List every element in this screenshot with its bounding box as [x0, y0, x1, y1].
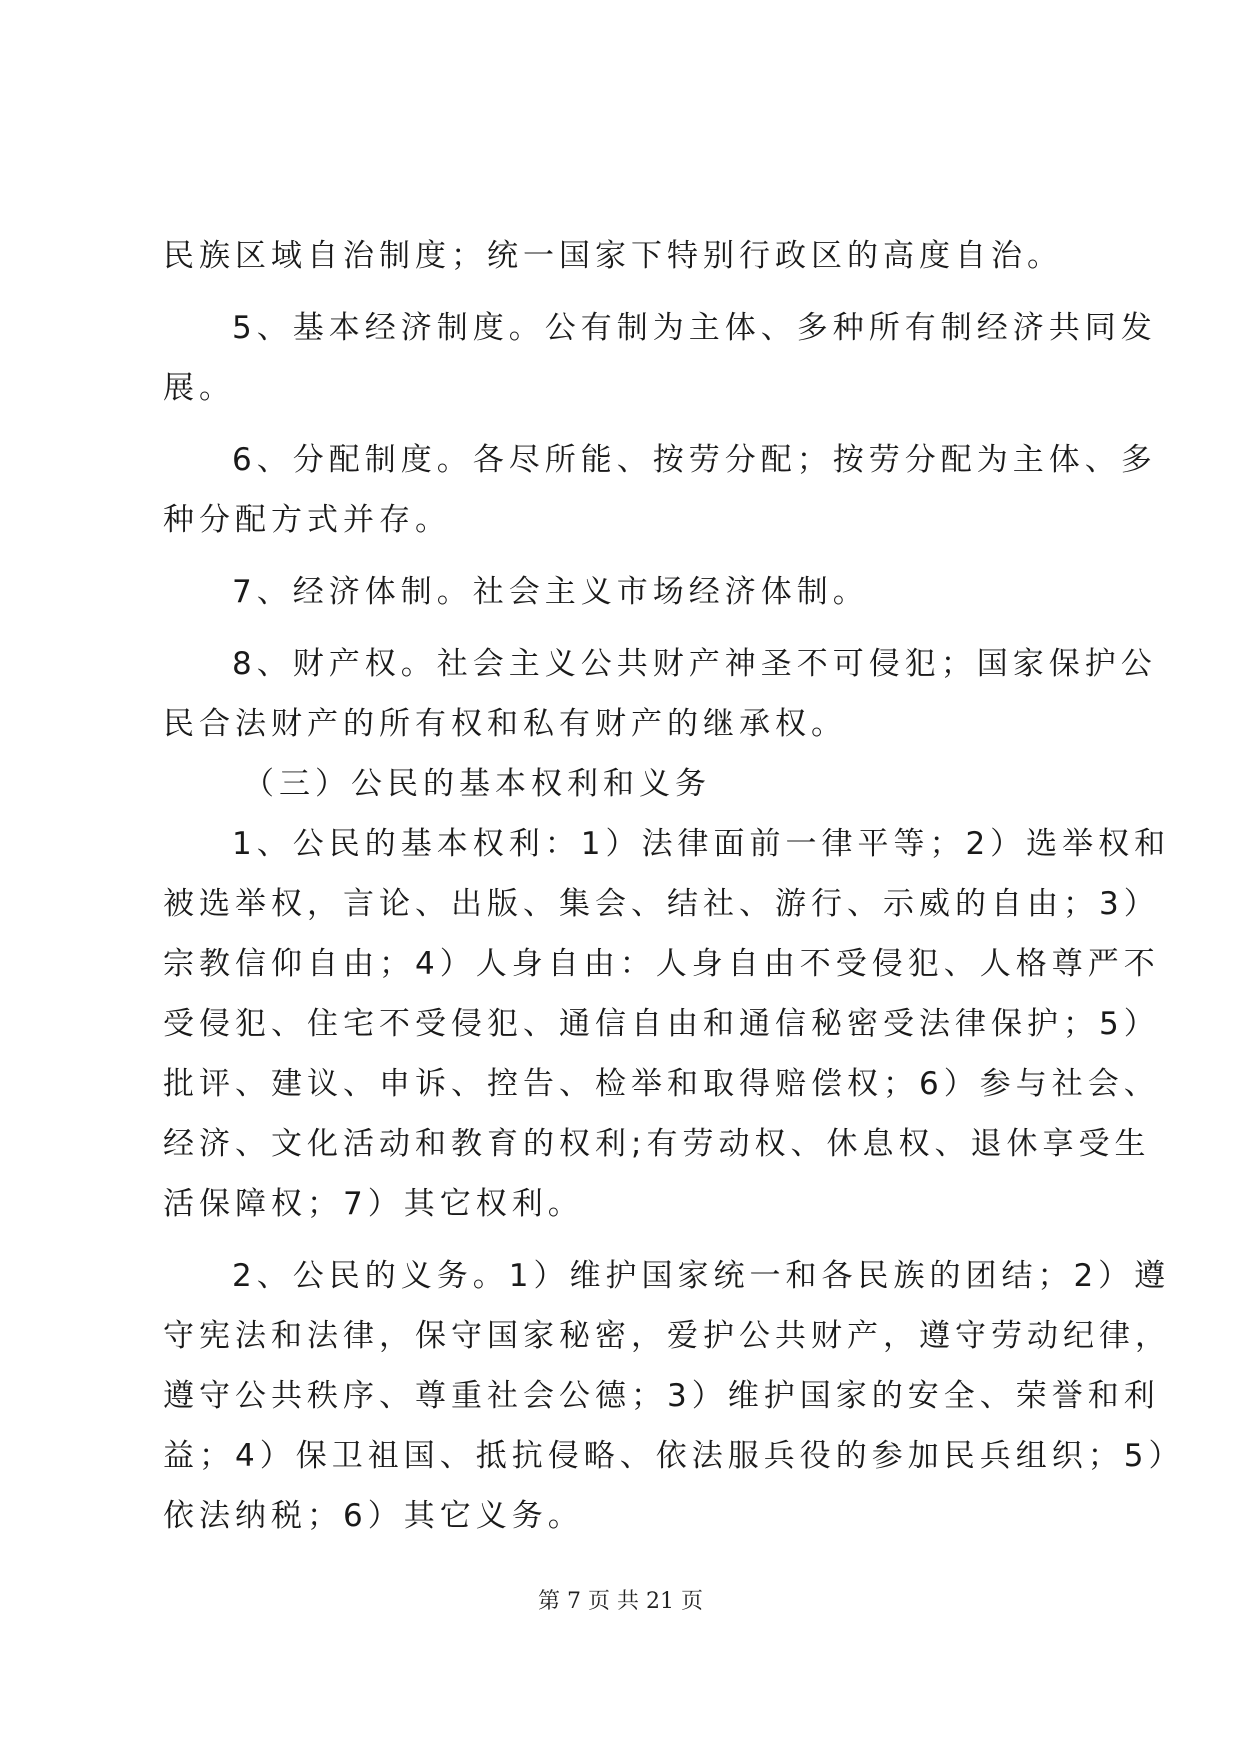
text-line: 被选举权，言论、出版、集会、结社、游行、示威的自由；3）: [163, 886, 1160, 922]
text-line: 民合法财产的所有权和私有财产的继承权。: [163, 706, 847, 742]
text-line: 遵守公共秩序、尊重社会公德；3）维护国家的安全、荣誉和利: [163, 1378, 1160, 1414]
text-line: 种分配方式并存。: [163, 502, 451, 538]
text-line: 宗教信仰自由；4）人身自由：人身自由不受侵犯、人格尊严不: [163, 946, 1160, 982]
document-body: [163, 226, 1185, 1546]
section-heading: （三）公民的基本权利和义务: [243, 766, 711, 802]
text-line: 展。: [163, 370, 235, 406]
text-line: 活保障权；7）其它权利。: [163, 1186, 584, 1222]
paragraph-first-line: 6、分配制度。各尽所能、按劳分配；按劳分配为主体、多: [232, 442, 1157, 478]
text-line: 经济、文化活动和教育的权利;有劳动权、休息权、退休享受生: [163, 1126, 1151, 1162]
paragraph-first-line: 7、经济体制。社会主义市场经济体制。: [232, 574, 869, 610]
text-line: 民族区域自治制度；统一国家下特别行政区的高度自治。: [163, 238, 1063, 274]
page-number-footer: 第 7 页 共 21 页: [538, 1589, 703, 1614]
text-line: 批评、建议、申诉、控告、检举和取得赔偿权；6）参与社会、: [163, 1066, 1160, 1102]
paragraph-first-line: 5、基本经济制度。公有制为主体、多种所有制经济共同发: [232, 310, 1157, 346]
text-line: 守宪法和法律，保守国家秘密，爱护公共财产，遵守劳动纪律，: [163, 1318, 1171, 1354]
paragraph-first-line: 2、公民的义务。1）维护国家统一和各民族的团结；2）遵: [232, 1258, 1171, 1294]
paragraph-first-line: 1、公民的基本权利：1）法律面前一律平等；2）选举权和: [232, 826, 1171, 862]
text-line: 受侵犯、住宅不受侵犯、通信自由和通信秘密受法律保护；5）: [163, 1006, 1160, 1042]
text-line: 依法纳税；6）其它义务。: [163, 1498, 584, 1534]
text-line: 益；4）保卫祖国、抵抗侵略、依法服兵役的参加民兵组织；5）: [163, 1438, 1185, 1474]
paragraph-first-line: 8、财产权。社会主义公共财产神圣不可侵犯；国家保护公: [232, 646, 1157, 682]
